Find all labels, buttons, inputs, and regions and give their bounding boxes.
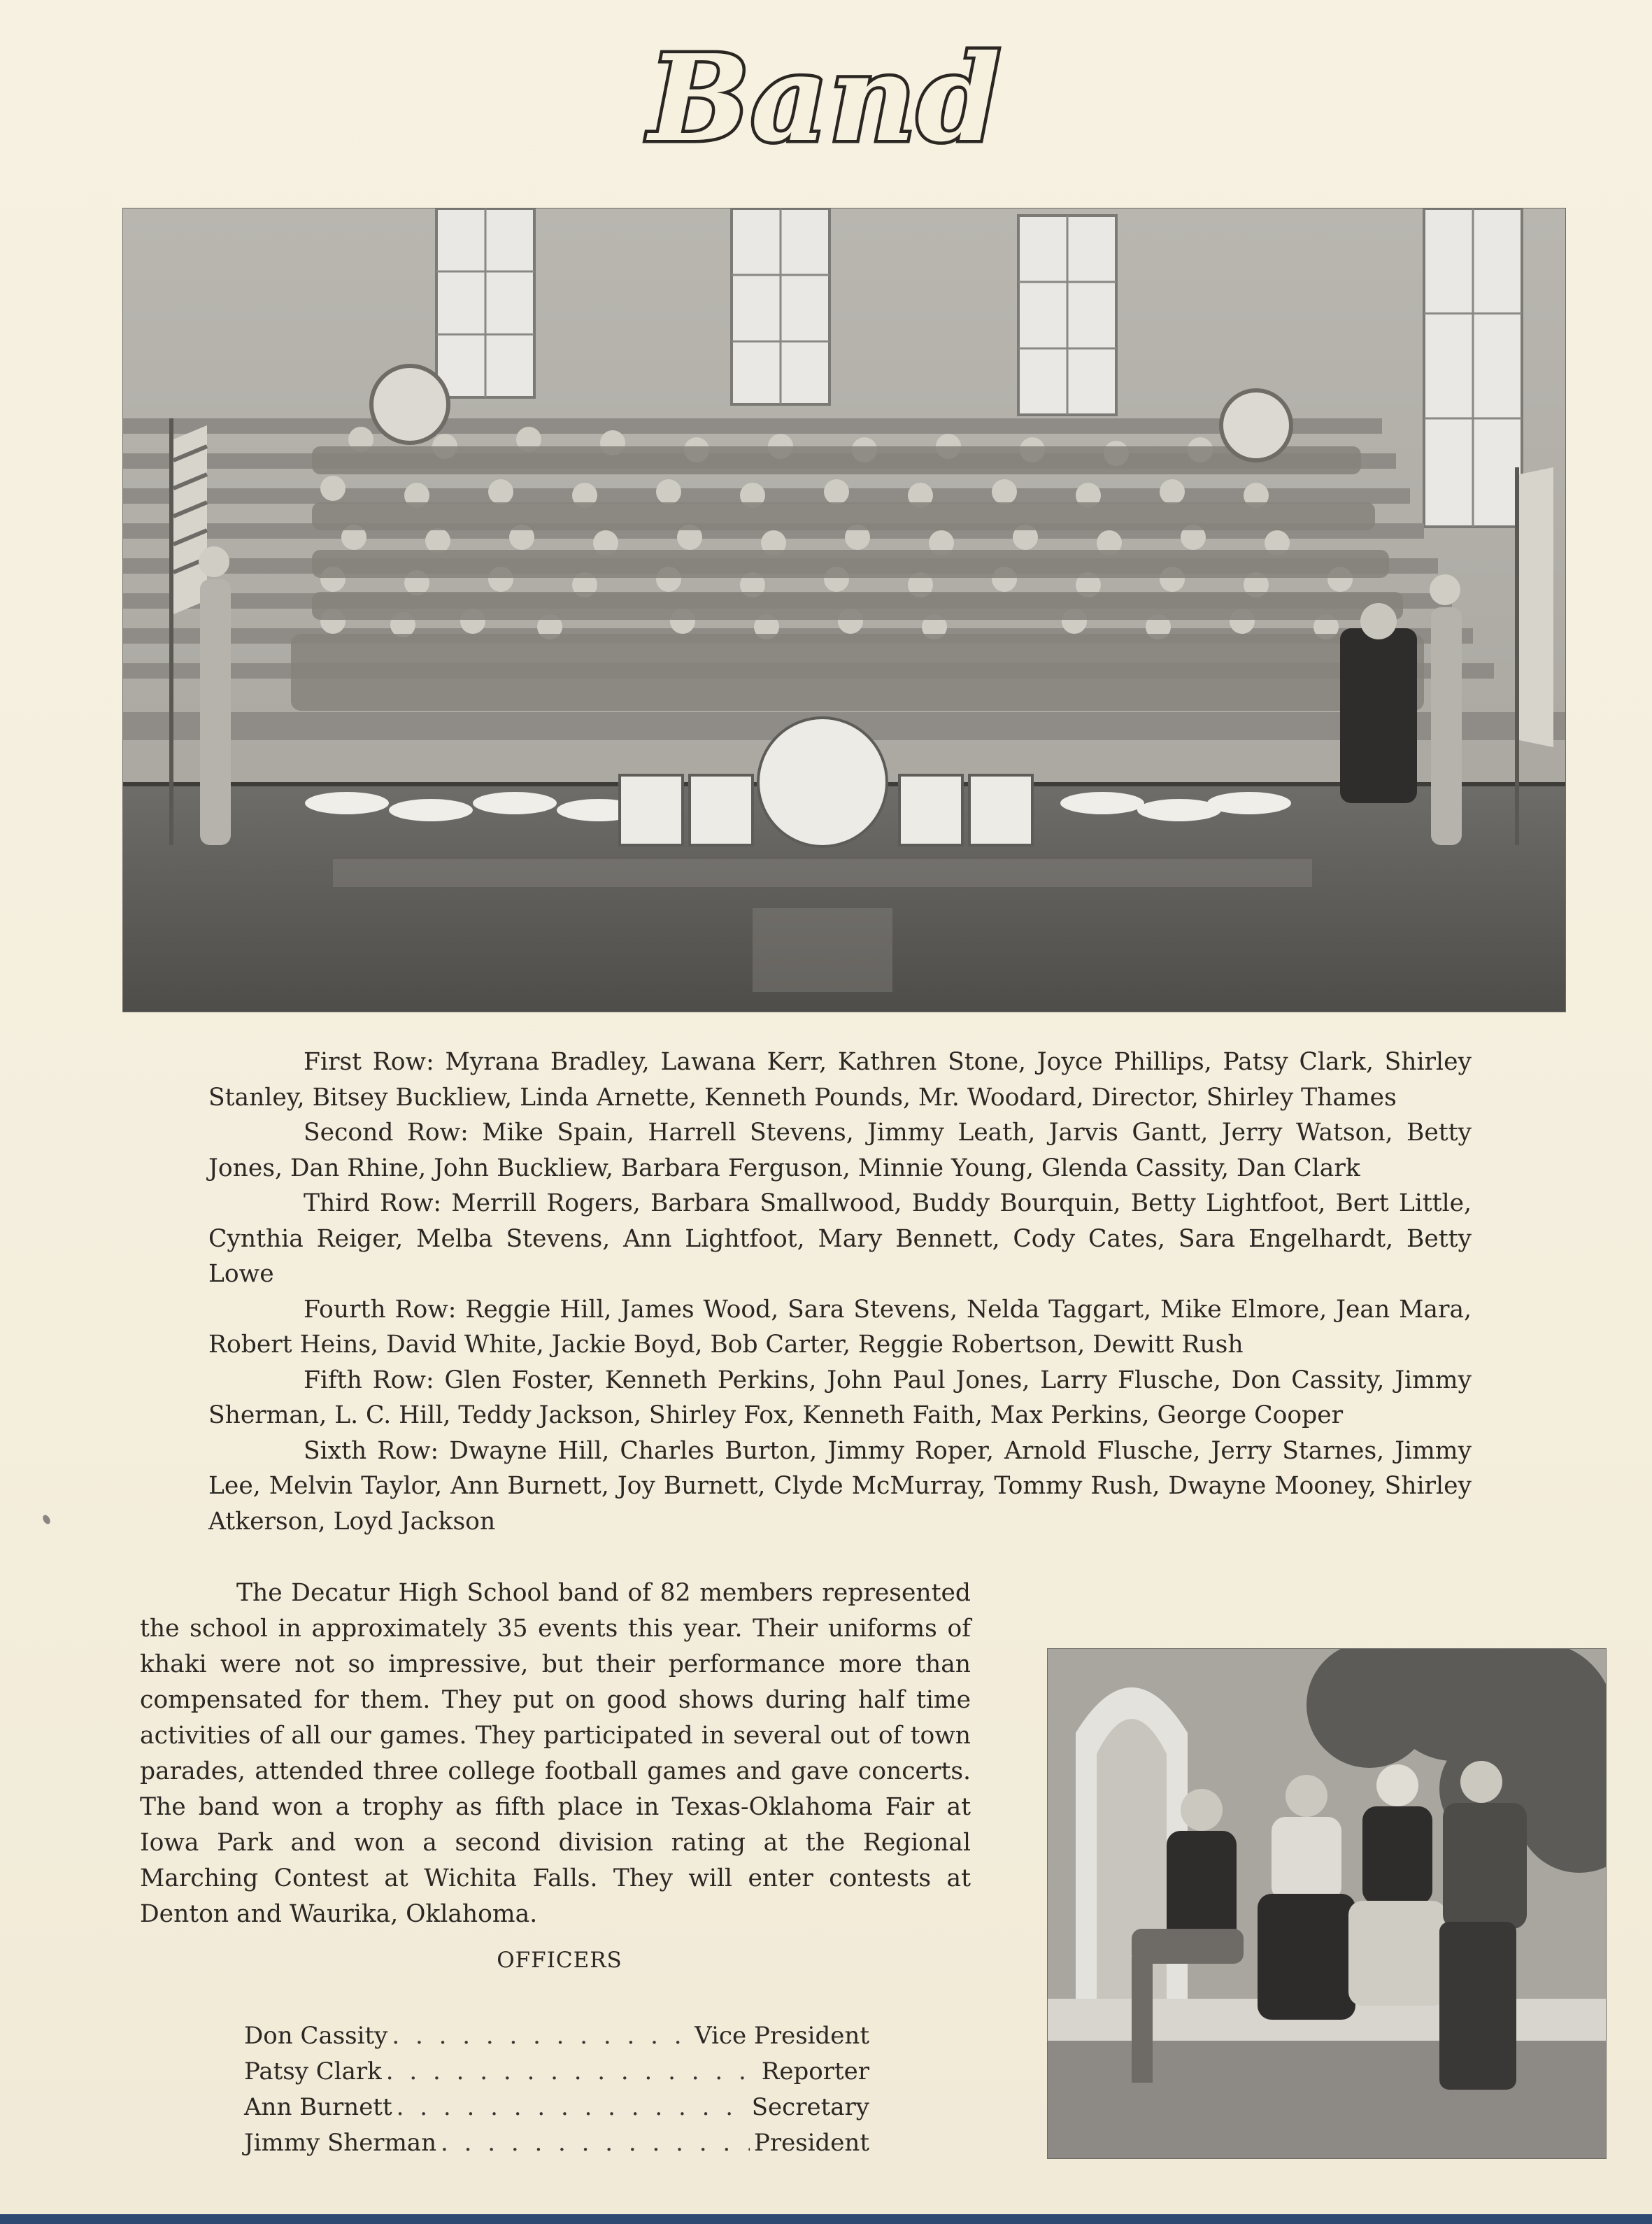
band-photo-illustration <box>123 208 1565 1012</box>
roster-row-5 <box>208 1363 1472 1433</box>
officer-row <box>244 2018 869 2054</box>
dot-leader <box>386 2054 757 2090</box>
band-story <box>140 1575 971 1932</box>
roster-row-names: Reggie Hill, James Wood, Sara Stevens, Nelda Taggart, Mike Elmore, Jean Mara, Robert Heins, David White, Jackie Boyd, Bob Carter, Reggie Robertson, Dewitt Rush <box>208 1295 1472 1359</box>
story-paragraph: The Decatur High School band of 82 members represented the school in approximately 35 events this year. Their uniforms of khaki were not so impressive, but their performance more than compensated for them. They put on good shows during half time activities of all our games. They participated in several out of town parades, attended three college football games and gave concerts. The band won a trophy as fifth place in Texas-Oklahoma Fair at Iowa Park and won a second division rating at the Regional Marching Contest at Wichita Falls. They will enter contests at Denton and Waurika, Oklahoma. <box>140 1579 971 1928</box>
title-text: Band <box>648 29 1002 168</box>
roster-row-label: Fourth Row: <box>304 1295 457 1324</box>
officers-photo <box>1047 1648 1607 2159</box>
band-group-photo <box>122 208 1566 1012</box>
officer-name: Patsy Clark <box>244 2057 382 2085</box>
roster-row-3 <box>208 1186 1472 1292</box>
officer-row <box>244 2125 869 2161</box>
title-script <box>629 28 1021 168</box>
dot-leader <box>397 2090 748 2125</box>
officer-name: Jimmy Sherman <box>244 2129 436 2157</box>
dot-leader <box>441 2125 750 2161</box>
officer-office: President <box>753 2129 869 2157</box>
officer-name: Don Cassity <box>244 2022 388 2050</box>
page-edge <box>0 2214 1652 2224</box>
officer-name: Ann Burnett <box>244 2093 392 2121</box>
roster-row-1 <box>208 1044 1472 1115</box>
roster-row-4 <box>208 1292 1472 1363</box>
roster-row-label: First Row: <box>304 1048 434 1076</box>
dot-leader <box>392 2018 690 2054</box>
roster-row-label: Second Row: <box>304 1119 469 1147</box>
roster-row-names: Dwayne Hill, Charles Burton, Jimmy Roper, Arnold Flusche, Jerry Starnes, Jimmy Lee, Melvin Taylor, Ann Burnett, Joy Burnett, Clyde McMurray, Tommy Rush, Dwayne Mooney, Shirley Atkerson, Loyd Jackson <box>208 1436 1472 1536</box>
roster-row-label: Sixth Row: <box>304 1436 439 1465</box>
roster-row-names: Mike Spain, Harrell Stevens, Jimmy Leath, Jarvis Gantt, Jerry Watson, Betty Jones, Dan Rhine, John Buckliew, Barbara Ferguson, Minnie Young, Glenda Cassity, Dan Clark <box>208 1119 1472 1182</box>
roster-row-names: Merrill Rogers, Barbara Smallwood, Buddy Bourquin, Betty Lightfoot, Bert Little, Cynthia Reiger, Melba Stevens, Ann Lightfoot, Mary Bennett, Cody Cates, Sara Engelhardt, Betty Lowe <box>208 1189 1472 1288</box>
officer-office: Reporter <box>761 2057 869 2085</box>
officer-row <box>244 2090 869 2125</box>
roster-row-6 <box>208 1433 1472 1540</box>
officer-office: Vice President <box>695 2022 869 2050</box>
officers-heading: OFFICERS <box>497 1948 622 1973</box>
roster-row-label: Third Row: <box>304 1189 441 1217</box>
band-roster <box>208 1044 1472 1539</box>
page-title <box>629 28 1021 168</box>
paper-speck <box>41 1514 52 1526</box>
roster-row-label: Fifth Row: <box>304 1366 434 1394</box>
officers-photo-illustration <box>1048 1649 1606 2158</box>
roster-row-names: Myrana Bradley, Lawana Kerr, Kathren Stone, Joyce Phillips, Patsy Clark, Shirley Stanley, Bitsey Buckliew, Linda Arnette, Kenneth Pounds, Mr. Woodard, Director, Shirley Thames <box>208 1048 1472 1112</box>
roster-row-names: Glen Foster, Kenneth Perkins, John Paul Jones, Larry Flusche, Don Cassity, Jimmy Sherman, L. C. Hill, Teddy Jackson, Shirley Fox, Kenneth Faith, Max Perkins, George Cooper <box>208 1366 1472 1429</box>
roster-row-2 <box>208 1115 1472 1186</box>
officers-list <box>244 2018 869 2161</box>
officer-row <box>244 2054 869 2090</box>
officer-office: Secretary <box>751 2093 869 2121</box>
